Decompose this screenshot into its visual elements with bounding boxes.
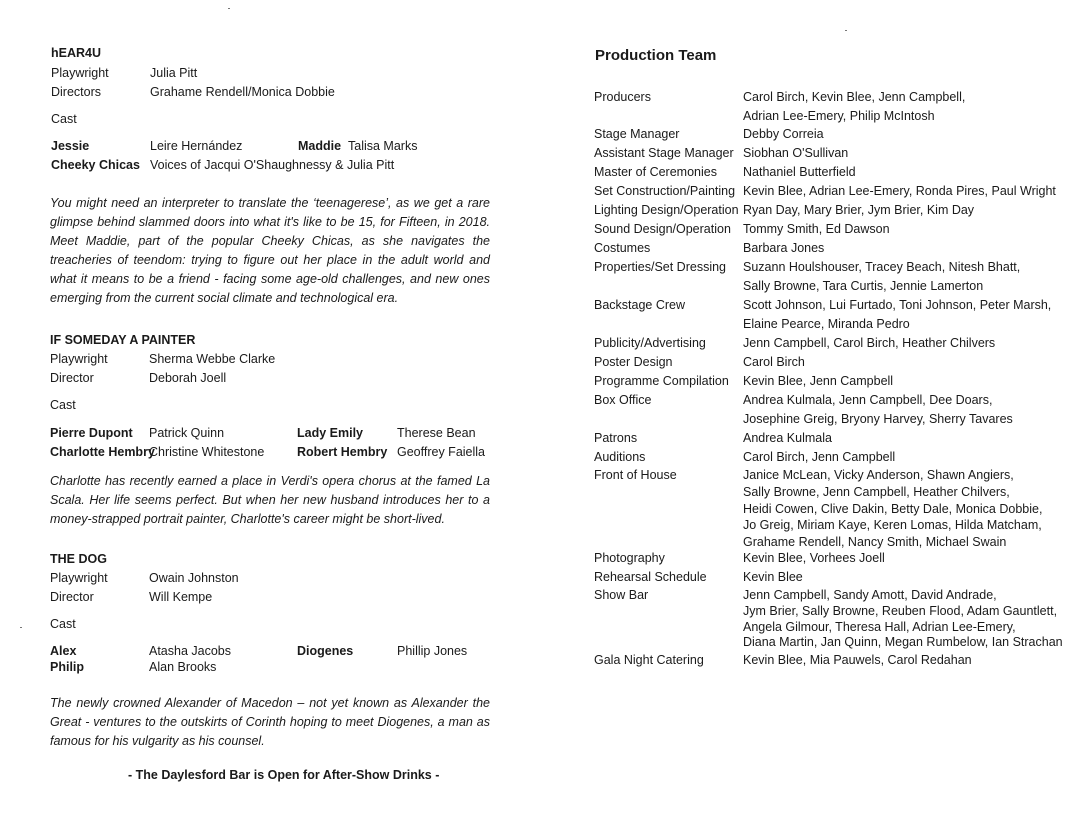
team-role: Sound Design/Operation xyxy=(594,222,731,236)
team-role: Rehearsal Schedule xyxy=(594,570,707,584)
cast-character: Maddie xyxy=(298,139,342,153)
credit-role: Directors xyxy=(51,85,102,99)
synopsis: You might need an interpreter to translate the ‘teenagerese’, as we get a rare glimpse behind slammed doors into what it's like to be 15, for Fifteen, in 2018. Meet Maddie, part of the popular Cheeky Chicas, as she navigates the treacheries of teendom: trying to figure out her place in the adult world and what it means to be a friend - facing some age-old challenges, and new ones emerging from the current social climate and technological era. xyxy=(50,196,490,305)
team-names: Carol Birch, Jenn Campbell xyxy=(743,450,896,464)
team-names: Scott Johnson, Lui Furtado, Toni Johnson, Peter Marsh, xyxy=(743,298,1052,312)
credit-name: Deborah Joell xyxy=(149,371,227,385)
play-title: IF SOMEDAY A PAINTER xyxy=(50,333,196,347)
scan-speck xyxy=(20,627,22,628)
cast-actor: Talisa Marks xyxy=(348,139,418,153)
cast-character: Jessie xyxy=(51,139,90,153)
team-names: Kevin Blee, Vorhees Joell xyxy=(743,551,885,565)
cast-actor: Atasha Jacobs xyxy=(149,644,231,658)
team-names: Josephine Greig, Bryony Harvey, Sherry Tavares xyxy=(743,412,1013,426)
team-names: Sally Browne, Jenn Campbell, Heather Chilvers, xyxy=(743,484,1010,499)
team-names: Angela Gilmour, Theresa Hall, Adrian Lee-Emery, xyxy=(743,619,1016,634)
cast-label: Cast xyxy=(50,617,76,631)
play-title: THE DOG xyxy=(50,552,107,566)
team-names: Kevin Blee, Adrian Lee-Emery, Ronda Pires, Paul Wright xyxy=(743,184,1056,198)
cast-character: Pierre Dupont xyxy=(50,426,133,440)
team-role: Set Construction/Painting xyxy=(594,184,736,198)
team-names: Kevin Blee, Mia Pauwels, Carol Redahan xyxy=(743,653,972,667)
scan-speck xyxy=(845,30,847,31)
team-role: Poster Design xyxy=(594,355,673,369)
team-names: Grahame Rendell, Nancy Smith, Michael Swain xyxy=(743,535,1007,550)
team-names: Andrea Kulmala, Jenn Campbell, Dee Doars, xyxy=(743,393,993,407)
cast-character: Philip xyxy=(50,660,85,674)
cast-actor: Phillip Jones xyxy=(397,644,468,658)
team-names: Barbara Jones xyxy=(743,241,825,255)
bar-notice: - The Daylesford Bar is Open for After-Show Drinks - xyxy=(128,768,440,782)
team-names: Janice McLean, Vicky Anderson, Shawn Angiers, xyxy=(743,468,1014,482)
synopsis: Charlotte has recently earned a place in Verdi's opera chorus at the famed La Scala. Her life seems perfect. But when her new husband introduces her to a money-strapped portrait painter, Charlotte's career might be short-lived. xyxy=(50,474,490,526)
team-names: Jym Brier, Sally Browne, Reuben Flood, Adam Gauntlett, xyxy=(743,603,1058,618)
credit-name: Owain Johnston xyxy=(149,571,239,585)
cast-character: Charlotte Hembry xyxy=(50,445,155,459)
cast-actor: Patrick Quinn xyxy=(149,426,225,440)
team-role: Backstage Crew xyxy=(594,298,686,312)
team-names: Adrian Lee-Emery, Philip McIntosh xyxy=(743,109,935,123)
cast-character: Diogenes xyxy=(297,644,354,658)
cast-label: Cast xyxy=(51,112,77,126)
team-names: Sally Browne, Tara Curtis, Jennie Lamerton xyxy=(743,279,984,293)
team-names: Jo Greig, Miriam Kaye, Keren Lomas, Hilda Matcham, xyxy=(743,518,1042,533)
team-role: Producers xyxy=(594,90,651,104)
team-role: Auditions xyxy=(594,450,646,464)
team-role: Photography xyxy=(594,551,665,565)
cast-character: Robert Hembry xyxy=(297,445,388,459)
cast-actor: Alan Brooks xyxy=(149,660,217,674)
team-names: Siobhan O'Sullivan xyxy=(743,146,849,160)
team-role: Costumes xyxy=(594,241,651,255)
team-role: Show Bar xyxy=(594,588,649,602)
team-names: Elaine Pearce, Miranda Pedro xyxy=(743,317,910,331)
team-role: Lighting Design/Operation xyxy=(594,203,739,217)
team-names: Jenn Campbell, Carol Birch, Heather Chilvers xyxy=(743,336,996,350)
team-names: Suzann Houlshouser, Tracey Beach, Nitesh Bhatt, xyxy=(743,260,1021,274)
cast-actor: Therese Bean xyxy=(397,426,476,440)
team-role: Master of Ceremonies xyxy=(594,165,717,179)
team-names: Andrea Kulmala xyxy=(743,431,832,445)
cast-label: Cast xyxy=(50,398,76,412)
team-role: Front of House xyxy=(594,468,677,482)
credit-name: Grahame Rendell/Monica Dobbie xyxy=(150,85,335,99)
team-names: Jenn Campbell, Sandy Amott, David Andrade, xyxy=(743,588,997,602)
team-role: Programme Compilation xyxy=(594,374,729,388)
team-names: Debby Correia xyxy=(743,127,824,141)
credit-role: Director xyxy=(50,371,94,385)
page-title: Production Team xyxy=(595,47,717,64)
scan-speck xyxy=(228,8,230,9)
credit-role: Playwright xyxy=(51,66,109,80)
credit-name: Julia Pitt xyxy=(150,66,198,80)
team-role: Box Office xyxy=(594,393,652,407)
team-role: Stage Manager xyxy=(594,127,680,141)
team-role: Properties/Set Dressing xyxy=(594,260,727,274)
synopsis: The newly crowned Alexander of Macedon – not yet known as Alexander the Great - ventures to the outskirts of Corinth hoping to meet Diogenes, a man as famous for his vulgarity as his counsel. xyxy=(50,696,490,748)
team-names: Carol Birch xyxy=(743,355,805,369)
cast-actor: Christine Whitestone xyxy=(149,445,265,459)
team-names: Heidi Cowen, Clive Dakin, Betty Dale, Monica Dobbie, xyxy=(743,501,1043,516)
team-names: Kevin Blee xyxy=(743,570,803,584)
team-role: Gala Night Catering xyxy=(594,653,704,667)
team-names: Tommy Smith, Ed Dawson xyxy=(743,222,890,236)
cast-actor: Geoffrey Faiella xyxy=(397,445,486,459)
credit-role: Director xyxy=(50,590,94,604)
team-role: Patrons xyxy=(594,431,638,445)
team-role: Assistant Stage Manager xyxy=(594,146,734,160)
cast-character: Alex xyxy=(50,644,77,658)
credit-role: Playwright xyxy=(50,571,108,585)
team-names: Nathaniel Butterfield xyxy=(743,165,856,179)
cast-character: Cheeky Chicas xyxy=(51,158,140,172)
team-role: Publicity/Advertising xyxy=(594,336,706,350)
cast-actor: Voices of Jacqui O'Shaughnessy & Julia Pitt xyxy=(150,158,395,172)
team-names: Ryan Day, Mary Brier, Jym Brier, Kim Day xyxy=(743,203,975,217)
credit-role: Playwright xyxy=(50,352,108,366)
team-names: Carol Birch, Kevin Blee, Jenn Campbell, xyxy=(743,90,966,104)
team-names: Kevin Blee, Jenn Campbell xyxy=(743,374,894,388)
cast-actor: Leire Hernández xyxy=(150,139,243,153)
play-title: hEAR4U xyxy=(51,46,102,60)
credit-name: Will Kempe xyxy=(149,590,213,604)
team-names: Diana Martin, Jan Quinn, Megan Rumbelow, Ian Strachan xyxy=(743,635,1063,650)
credit-name: Sherma Webbe Clarke xyxy=(149,352,276,366)
cast-character: Lady Emily xyxy=(297,426,363,440)
